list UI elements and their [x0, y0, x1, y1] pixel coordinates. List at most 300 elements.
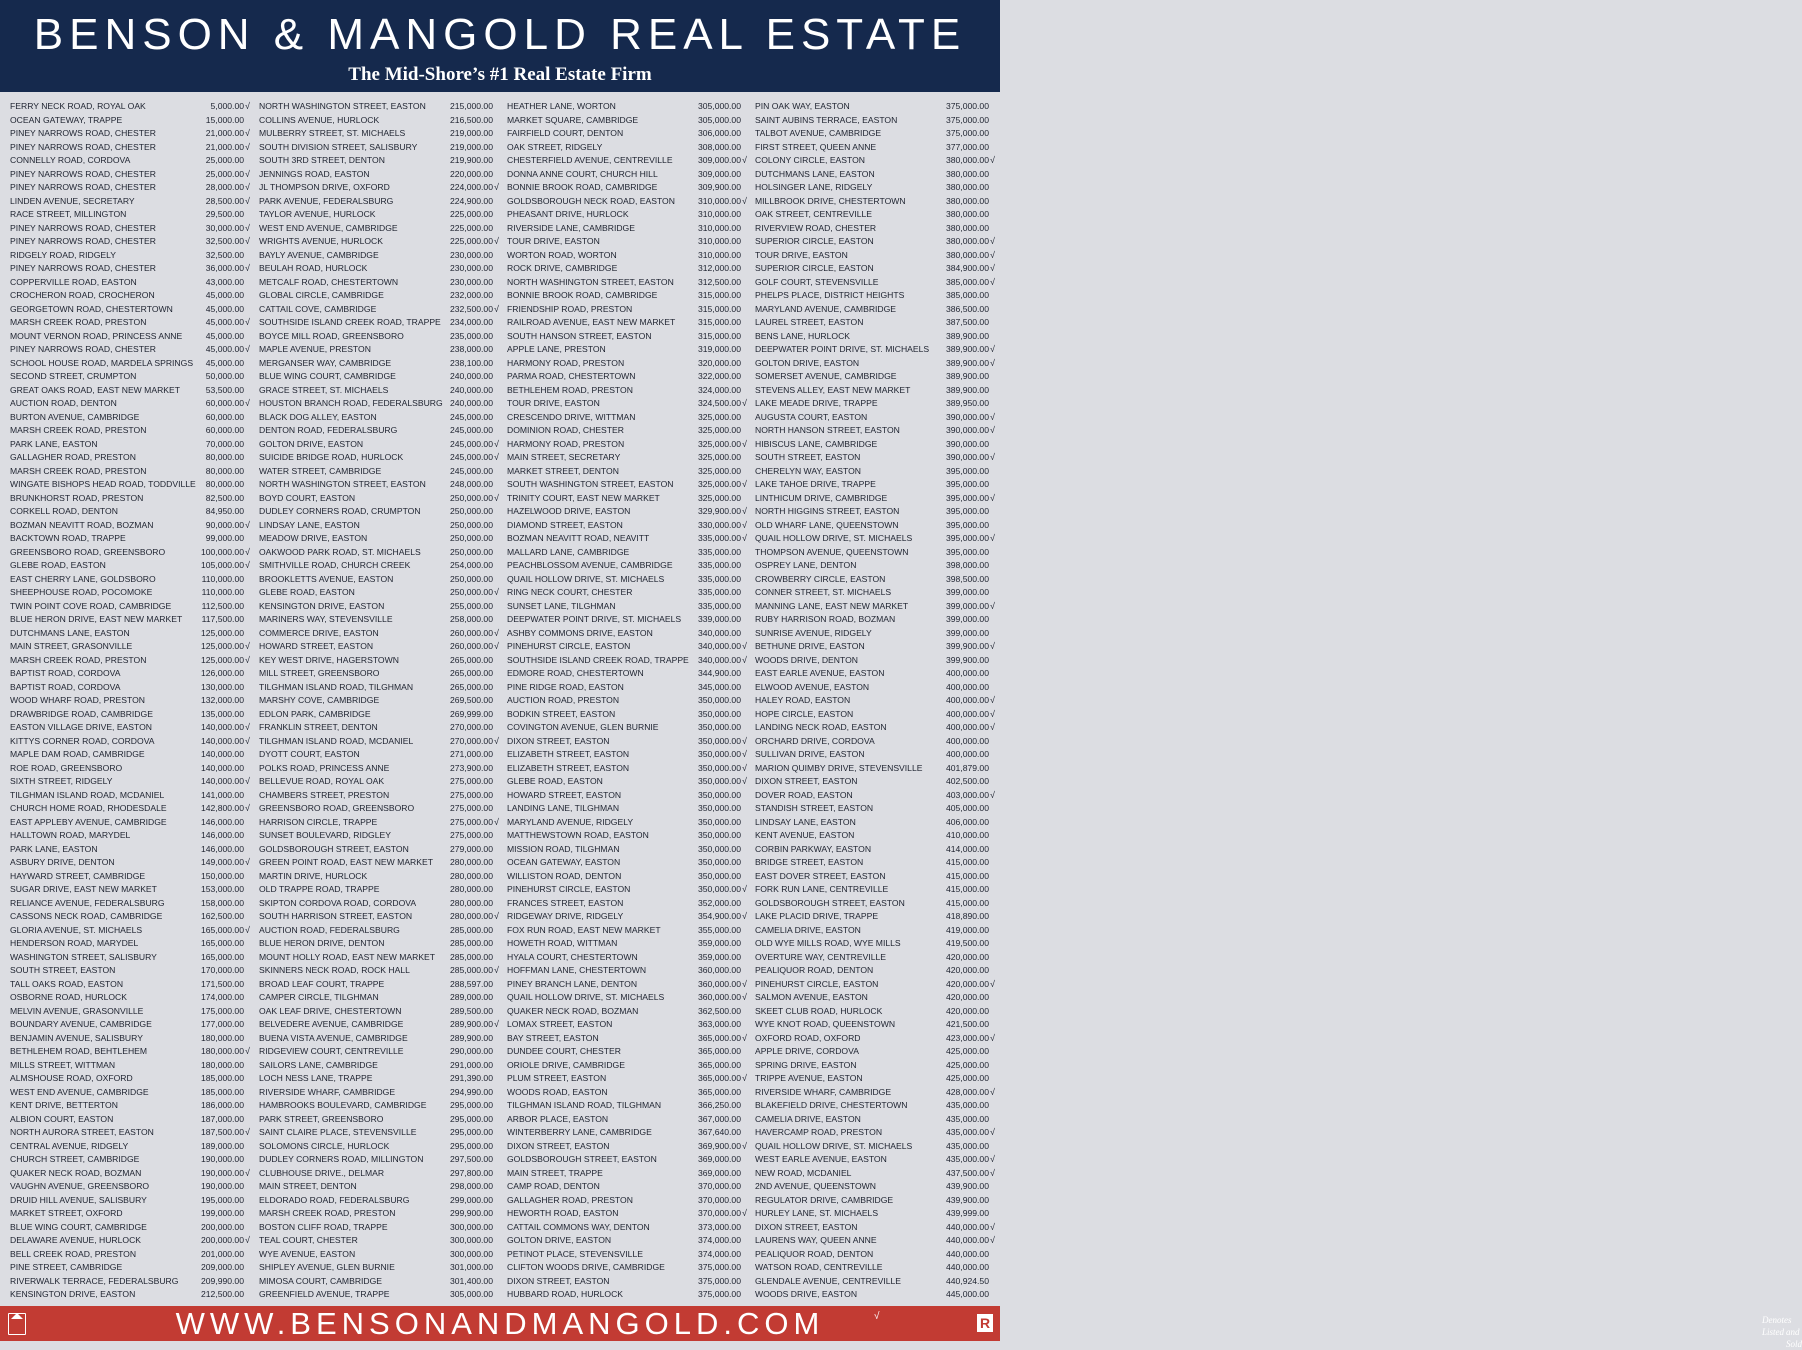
listed-and-sold-check-icon: √	[494, 236, 499, 246]
listing-row	[259, 559, 507, 573]
property-address: FRANCES STREET, EASTON	[507, 897, 624, 908]
property-address: OAKWOOD PARK ROAD, ST. MICHAELS	[259, 546, 421, 557]
sale-price: 28,500.00	[205, 195, 244, 206]
listed-and-sold-check-icon: √	[742, 438, 747, 449]
listed-and-sold-check-icon: √	[245, 1167, 250, 1178]
listing-row	[755, 235, 1003, 249]
property-address: PLUM STREET, EASTON	[507, 1073, 607, 1083]
property-address: MARSH CREEK ROAD, PRESTON	[10, 317, 147, 327]
sale-price: 359,000.00	[697, 951, 741, 962]
sale-price: 350,000.00	[697, 857, 741, 867]
listing-row	[10, 586, 258, 600]
listing-row	[755, 789, 1003, 803]
listed-and-sold-check-icon: √	[990, 708, 995, 719]
listing-row	[755, 465, 1003, 479]
sale-price: 375,000.00	[697, 1289, 741, 1299]
property-address: MARYLAND AVENUE, RIDGELY	[507, 816, 634, 827]
sale-price: 153,000.00	[200, 884, 244, 894]
sale-price: 299,000.00	[449, 1194, 493, 1205]
property-address: MAPLE AVENUE, PRESTON	[259, 344, 371, 354]
property-address: LOMAX STREET, EASTON	[507, 1019, 613, 1029]
property-address: LAKE MEADE DRIVE, TRAPPE	[755, 398, 878, 408]
sale-price: 112,500.00	[201, 600, 244, 611]
listing-row	[259, 667, 507, 681]
sale-price: 5,000.00	[210, 101, 244, 111]
property-address: GEORGETOWN ROAD, CHESTERTOWN	[10, 303, 173, 314]
listing-row	[10, 114, 258, 128]
listing-row	[259, 1167, 507, 1181]
property-address: PINEY NARROWS ROAD, CHESTER	[10, 344, 156, 354]
property-address: BROOKLETTS AVENUE, EASTON	[259, 573, 394, 584]
property-address: PHELPS PLACE, DISTRICT HEIGHTS	[755, 290, 905, 300]
listing-row	[259, 856, 507, 870]
sale-price: 374,000.00	[697, 1248, 741, 1259]
sale-price: 439,900.00	[945, 1194, 989, 1205]
listing-row	[10, 1194, 258, 1208]
sale-price: 146,000.00	[200, 843, 244, 854]
property-address: HARMONY ROAD, PRESTON	[507, 438, 625, 449]
listed-and-sold-check-icon: √	[245, 560, 250, 570]
property-address: GALLAGHER ROAD, PRESTON	[507, 1194, 633, 1205]
sale-price: 363,000.00	[697, 1019, 741, 1029]
listing-row	[259, 465, 507, 479]
sale-price: 440,000.00	[945, 1235, 989, 1245]
listing-row	[259, 1045, 507, 1059]
listed-and-sold-check-icon: √	[990, 263, 995, 273]
listing-row	[507, 114, 755, 128]
property-address: HURLEY LANE, ST. MICHAELS	[755, 1208, 879, 1218]
sale-price: 350,000.00	[697, 749, 741, 759]
sale-price: 25,000.00	[205, 168, 244, 179]
sale-price: 224,900.00	[449, 195, 493, 206]
sale-price: 390,000.00	[945, 411, 989, 422]
listing-row	[259, 303, 507, 317]
property-address: SOUTHSIDE ISLAND CREEK ROAD, TRAPPE	[259, 317, 441, 327]
property-address: BLAKEFIELD DRIVE, CHESTERTOWN	[755, 1100, 908, 1110]
listing-row	[259, 357, 507, 371]
sale-price: 265,000.00	[449, 654, 493, 665]
property-address: SULLIVAN DRIVE, EASTON	[755, 749, 865, 759]
sale-price: 329,900.00	[697, 506, 741, 516]
sale-price: 45,000.00	[205, 344, 244, 354]
sale-price: 380,000.00	[945, 209, 989, 219]
listed-and-sold-check-icon: √	[990, 155, 995, 165]
sale-price: 225,000.00	[449, 209, 493, 219]
sale-price: 425,000.00	[945, 1046, 989, 1056]
property-address: BURTON AVENUE, CAMBRIDGE	[10, 411, 140, 422]
listing-row	[10, 762, 258, 776]
property-address: JENNINGS ROAD, EASTON	[259, 168, 370, 179]
sale-price: 355,000.00	[697, 924, 741, 935]
sale-price: 289,900.00	[449, 1032, 493, 1043]
property-address: PINE RIDGE ROAD, EASTON	[507, 681, 624, 692]
listing-row	[259, 1059, 507, 1073]
sale-price: 275,000.00	[449, 816, 493, 827]
sale-price: 135,000.00	[200, 708, 244, 719]
property-address: OVERTURE WAY, CENTREVILLE	[755, 951, 887, 962]
property-address: ELIZABETH STREET, EASTON	[507, 749, 630, 759]
listing-row	[10, 276, 258, 290]
listing-row	[755, 1234, 1003, 1248]
property-address: NORTH WASHINGTON STREET, EASTON	[507, 276, 674, 287]
sale-price: 295,000.00	[449, 1113, 493, 1124]
property-address: LINDEN AVENUE, SECRETARY	[10, 195, 135, 206]
property-address: GALLAGHER ROAD, PRESTON	[10, 452, 136, 462]
listing-row	[755, 1275, 1003, 1289]
sale-price: 395,000.00	[945, 479, 989, 489]
property-address: NORTH WASHINGTON STREET, EASTON	[259, 101, 426, 111]
property-address: OAK LEAF DRIVE, CHESTERTOWN	[259, 1005, 402, 1016]
listing-row	[10, 1167, 258, 1181]
property-address: GLEBE ROAD, EASTON	[507, 776, 603, 786]
sale-price: 389,900.00	[945, 330, 989, 341]
listing-row	[259, 1099, 507, 1113]
property-address: HARRISON CIRCLE, TRAPPE	[259, 816, 378, 827]
listed-and-sold-check-icon: √	[245, 924, 250, 935]
property-address: TALL OAKS ROAD, EASTON	[10, 978, 124, 989]
sale-price: 398,500.00	[945, 573, 989, 584]
property-address: GREEN POINT ROAD, EAST NEW MARKET	[259, 857, 433, 867]
sale-price: 269,500.00	[449, 695, 493, 705]
listing-row	[755, 357, 1003, 371]
sale-price: 415,000.00	[945, 897, 989, 908]
listing-row	[507, 1180, 755, 1194]
listing-row	[10, 492, 258, 506]
listing-row	[507, 789, 755, 803]
listing-row	[507, 843, 755, 857]
listed-and-sold-check-icon: √	[742, 519, 747, 530]
property-address: STEVENS ALLEY, EAST NEW MARKET	[755, 384, 911, 395]
sale-price: 345,000.00	[697, 681, 741, 692]
listing-row	[10, 1275, 258, 1289]
page-subtitle: The Mid-Shore’s #1 Real Estate Firm	[348, 64, 652, 85]
sale-price: 245,000.00	[449, 452, 493, 462]
property-address: NORTH AURORA STREET, EASTON	[10, 1127, 154, 1137]
sale-price: 309,000.00	[697, 168, 741, 179]
property-address: SAINT AUBINS TERRACE, EASTON	[755, 114, 898, 125]
sale-price: 315,000.00	[697, 317, 741, 327]
sale-price: 350,000.00	[697, 735, 741, 746]
listing-row	[755, 519, 1003, 533]
property-address: HAVERCAMP ROAD, PRESTON	[755, 1127, 883, 1137]
sale-price: 375,000.00	[945, 128, 989, 138]
listing-row	[10, 559, 258, 573]
listing-row	[10, 343, 258, 357]
listing-row	[507, 870, 755, 884]
property-address: MAIN STREET, TRAPPE	[507, 1167, 603, 1178]
listing-row	[259, 1018, 507, 1032]
property-address: DUTCHMANS LANE, EASTON	[10, 627, 130, 638]
listing-row	[507, 100, 755, 114]
property-address: CROWBERRY CIRCLE, EASTON	[755, 573, 886, 584]
property-address: PINEY NARROWS ROAD, CHESTER	[10, 141, 156, 152]
listed-and-sold-check-icon: √	[494, 735, 499, 746]
listed-and-sold-check-icon: √	[990, 1167, 995, 1178]
listing-row	[507, 141, 755, 155]
listing-row	[10, 451, 258, 465]
sale-price: 395,000.00	[945, 519, 989, 530]
property-address: HAZELWOOD DRIVE, EASTON	[507, 506, 631, 516]
property-address: SOUTH HANSON STREET, EASTON	[507, 330, 652, 341]
property-address: CRESCENDO DRIVE, WITTMAN	[507, 411, 636, 422]
listed-and-sold-check-icon: √	[990, 276, 995, 287]
listing-row	[507, 357, 755, 371]
listing-row	[259, 951, 507, 965]
property-address: RUBY HARRISON ROAD, BOZMAN	[755, 614, 896, 624]
property-address: SOUTHSIDE ISLAND CREEK ROAD, TRAPPE	[507, 654, 689, 665]
listing-row	[10, 1113, 258, 1127]
sale-price: 399,000.00	[945, 614, 989, 624]
listing-row	[507, 235, 755, 249]
listing-row	[507, 492, 755, 506]
listing-row	[507, 1045, 755, 1059]
listing-row	[10, 438, 258, 452]
listing-row	[259, 505, 507, 519]
listing-row	[259, 235, 507, 249]
property-address: SALMON AVENUE, EASTON	[755, 992, 868, 1002]
listing-row	[10, 546, 258, 560]
listing-row	[10, 735, 258, 749]
sale-price: 289,000.00	[449, 992, 493, 1002]
listing-row	[755, 195, 1003, 209]
listing-row	[755, 1045, 1003, 1059]
sale-price: 310,000.00	[697, 249, 741, 260]
listing-row	[507, 1288, 755, 1302]
listing-row	[259, 208, 507, 222]
sale-price: 320,000.00	[697, 357, 741, 368]
property-address: WYE AVENUE, EASTON	[259, 1248, 356, 1259]
property-address: PARK STREET, GREENSBORO	[259, 1113, 384, 1124]
sale-price: 423,000.00	[945, 1032, 989, 1043]
property-address: RIVERSIDE LANE, CAMBRIDGE	[507, 222, 635, 233]
property-address: PARK AVENUE, FEDERALSBURG	[259, 195, 394, 206]
sale-price: 419,000.00	[945, 924, 989, 935]
listing-row	[259, 249, 507, 263]
property-address: FOX RUN ROAD, EAST NEW MARKET	[507, 924, 661, 935]
sale-price: 280,000.00	[449, 884, 493, 894]
property-address: BAYLY AVENUE, CAMBRIDGE	[259, 249, 379, 260]
listed-and-sold-check-icon: √	[742, 398, 747, 408]
listing-row	[755, 991, 1003, 1005]
property-address: SAINT CLAIRE PLACE, STEVENSVILLE	[259, 1127, 417, 1137]
listing-row	[755, 181, 1003, 195]
sale-price: 245,000.00	[449, 411, 493, 422]
listed-and-sold-check-icon: √	[990, 1235, 995, 1245]
sale-price: 301,000.00	[449, 1262, 493, 1272]
property-address: PINEY NARROWS ROAD, CHESTER	[10, 236, 156, 246]
sale-price: 125,000.00	[200, 641, 244, 651]
property-address: MARSH CREEK ROAD, PRESTON	[10, 654, 147, 665]
property-address: RACE STREET, MILLINGTON	[10, 209, 127, 219]
listing-row	[755, 411, 1003, 425]
property-address: CHESTERFIELD AVENUE, CENTREVILLE	[507, 155, 673, 165]
sale-price: 350,000.00	[697, 803, 741, 813]
listing-row	[755, 924, 1003, 938]
sale-price: 369,000.00	[697, 1167, 741, 1178]
listed-and-sold-check-icon: √	[990, 411, 995, 422]
listing-row	[507, 1194, 755, 1208]
property-address: LAKE TAHOE DRIVE, TRAPPE	[755, 479, 876, 489]
listing-row	[259, 154, 507, 168]
sale-price: 389,900.00	[945, 357, 989, 368]
listing-row	[755, 330, 1003, 344]
listing-row	[259, 910, 507, 924]
website-link[interactable]: WWW.BENSONANDMANGOLD.COM	[175, 1306, 825, 1341]
listing-row	[259, 1194, 507, 1208]
legend-text-2: and Sold	[1786, 1327, 1802, 1349]
sale-price: 45,000.00	[205, 357, 244, 368]
listing-row	[755, 222, 1003, 236]
property-address: FRIENDSHIP ROAD, PRESTON	[507, 303, 633, 314]
listing-row	[259, 681, 507, 695]
property-address: OLD TRAPPE ROAD, TRAPPE	[259, 884, 380, 894]
sale-price: 406,000.00	[945, 816, 989, 827]
property-address: EDMORE ROAD, CHESTERTOWN	[507, 668, 644, 678]
sale-price: 325,000.00	[697, 465, 741, 476]
listing-row	[259, 438, 507, 452]
property-address: MARTIN DRIVE, HURLOCK	[259, 870, 368, 881]
sale-price: 225,000.00	[449, 222, 493, 233]
property-address: PETINOT PLACE, STEVENSVILLE	[507, 1248, 643, 1259]
listing-row	[10, 1221, 258, 1235]
property-address: NORTH WASHINGTON STREET, EASTON	[259, 479, 426, 489]
property-address: GOLDSBOROUGH STREET, EASTON	[507, 1154, 657, 1164]
listing-row	[10, 208, 258, 222]
property-address: MILL STREET, GREENSBORO	[259, 668, 380, 678]
sale-price: 265,000.00	[449, 668, 493, 678]
sale-price: 402,500.00	[945, 776, 989, 786]
property-address: KITTYS CORNER ROAD, CORDOVA	[10, 735, 155, 746]
property-address: MAIN STREET, DENTON	[259, 1181, 357, 1191]
sale-price: 270,000.00	[449, 735, 493, 746]
sale-price: 425,000.00	[945, 1073, 989, 1083]
property-address: BENS LANE, HURLOCK	[755, 330, 851, 341]
property-address: RIVERWALK TERRACE, FEDERALSBURG	[10, 1275, 179, 1286]
listing-row	[259, 1180, 507, 1194]
sale-price: 389,900.00	[945, 344, 989, 354]
sale-price: 285,000.00	[449, 938, 493, 948]
sale-price: 398,000.00	[945, 560, 989, 570]
property-address: DONNA ANNE COURT, CHURCH HILL	[507, 168, 658, 179]
sale-price: 310,000.00	[697, 195, 741, 206]
listing-row	[755, 114, 1003, 128]
listed-and-sold-check-icon: √	[990, 249, 995, 260]
listing-row	[507, 1234, 755, 1248]
listing-row	[10, 1207, 258, 1221]
property-address: BRUNKHORST ROAD, PRESTON	[10, 492, 144, 503]
sale-price: 435,000.00	[945, 1100, 989, 1110]
sale-price: 359,000.00	[697, 938, 741, 948]
listing-row	[755, 127, 1003, 141]
sale-price: 80,000.00	[205, 465, 244, 476]
listing-row	[10, 964, 258, 978]
sale-price: 209,990.00	[200, 1275, 244, 1286]
sale-price: 291,390.00	[449, 1073, 493, 1083]
property-address: MEADOW DRIVE, EASTON	[259, 533, 368, 543]
listing-row	[10, 627, 258, 641]
sale-price: 310,000.00	[697, 222, 741, 233]
property-address: DRUID HILL AVENUE, SALISBURY	[10, 1194, 147, 1205]
listed-and-sold-check-icon: √	[494, 641, 499, 651]
sale-price: 421,500.00	[945, 1019, 989, 1029]
property-address: RING NECK COURT, CHESTER	[507, 587, 633, 597]
sale-price: 280,000.00	[449, 897, 493, 908]
listed-and-sold-check-icon: √	[990, 533, 995, 543]
listing-row	[755, 208, 1003, 222]
sale-price: 315,000.00	[697, 303, 741, 314]
sale-price: 230,000.00	[449, 276, 493, 287]
property-address: WEST EARLE AVENUE, EASTON	[755, 1154, 887, 1164]
listing-row	[10, 991, 258, 1005]
legend-check-icon: √	[874, 1311, 880, 1322]
sale-price: 165,000.00	[200, 938, 244, 948]
property-address: HENDERSON ROAD, MARYDEL	[10, 938, 139, 948]
property-address: TILGHMAN ISLAND ROAD, TILGHMAN	[507, 1100, 662, 1110]
property-address: TILGHMAN ISLAND ROAD, MCDANIEL	[259, 735, 414, 746]
property-address: MAIN STREET, SECRETARY	[507, 452, 621, 462]
sale-price: 230,000.00	[449, 249, 493, 260]
listed-and-sold-check-icon: √	[245, 128, 250, 138]
property-address: REGULATOR DRIVE, CAMBRIDGE	[755, 1194, 894, 1205]
sale-price: 350,000.00	[697, 695, 741, 705]
listing-row	[259, 289, 507, 303]
property-address: DIXON STREET, EASTON	[755, 1221, 858, 1232]
sale-price: 309,000.00	[697, 155, 741, 165]
property-address: SMITHVILLE ROAD, CHURCH CREEK	[259, 560, 411, 570]
listing-row	[755, 316, 1003, 330]
property-address: SOUTH DIVISION STREET, SALISBURY	[259, 141, 418, 152]
property-address: BAPTIST ROAD, CORDOVA	[10, 681, 121, 692]
property-address: TRINITY COURT, EAST NEW MARKET	[507, 492, 660, 503]
listing-row	[507, 856, 755, 870]
listing-row	[507, 276, 755, 290]
listing-row	[755, 343, 1003, 357]
sale-price: 60,000.00	[205, 425, 244, 435]
listing-row	[259, 964, 507, 978]
listing-row	[507, 937, 755, 951]
property-address: COPPERVILLE ROAD, EASTON	[10, 276, 137, 287]
sale-price: 435,000.00	[945, 1127, 989, 1137]
sale-price: 36,000.00	[205, 263, 244, 273]
property-address: WILLISTON ROAD, DENTON	[507, 870, 622, 881]
sale-price: 117,500.00	[201, 614, 244, 624]
sale-price: 350,000.00	[697, 843, 741, 854]
sale-price: 288,597.00	[449, 978, 493, 989]
property-address: HEWORTH ROAD, EASTON	[507, 1208, 619, 1218]
sale-price: 340,000.00	[697, 654, 741, 665]
property-address: LAUREL STREET, EASTON	[755, 317, 864, 327]
listing-row	[10, 424, 258, 438]
listing-row	[10, 1140, 258, 1154]
property-address: ORIOLE DRIVE, CAMBRIDGE	[507, 1059, 625, 1070]
property-address: MARSH CREEK ROAD, PRESTON	[10, 425, 147, 435]
property-address: GLEBE ROAD, EASTON	[259, 587, 355, 597]
property-address: PINEHURST CIRCLE, EASTON	[507, 884, 631, 894]
property-address: DIXON STREET, EASTON	[507, 1275, 610, 1286]
property-address: QUAIL HOLLOW DRIVE, ST. MICHAELS	[755, 533, 913, 543]
sale-price: 380,000.00	[945, 249, 989, 260]
sale-price: 273,900.00	[449, 762, 493, 773]
sale-price: 45,000.00	[205, 330, 244, 341]
property-address: DIXON STREET, EASTON	[755, 776, 858, 786]
sale-price: 350,000.00	[697, 722, 741, 732]
property-address: EAST DOVER STREET, EASTON	[755, 870, 886, 881]
listed-and-sold-check-icon: √	[494, 492, 499, 503]
listed-and-sold-check-icon: √	[742, 911, 747, 921]
sale-price: 439,900.00	[945, 1181, 989, 1191]
sale-price: 365,000.00	[697, 1032, 741, 1043]
property-address: BETHLEHEM ROAD, PRESTON	[507, 384, 633, 395]
